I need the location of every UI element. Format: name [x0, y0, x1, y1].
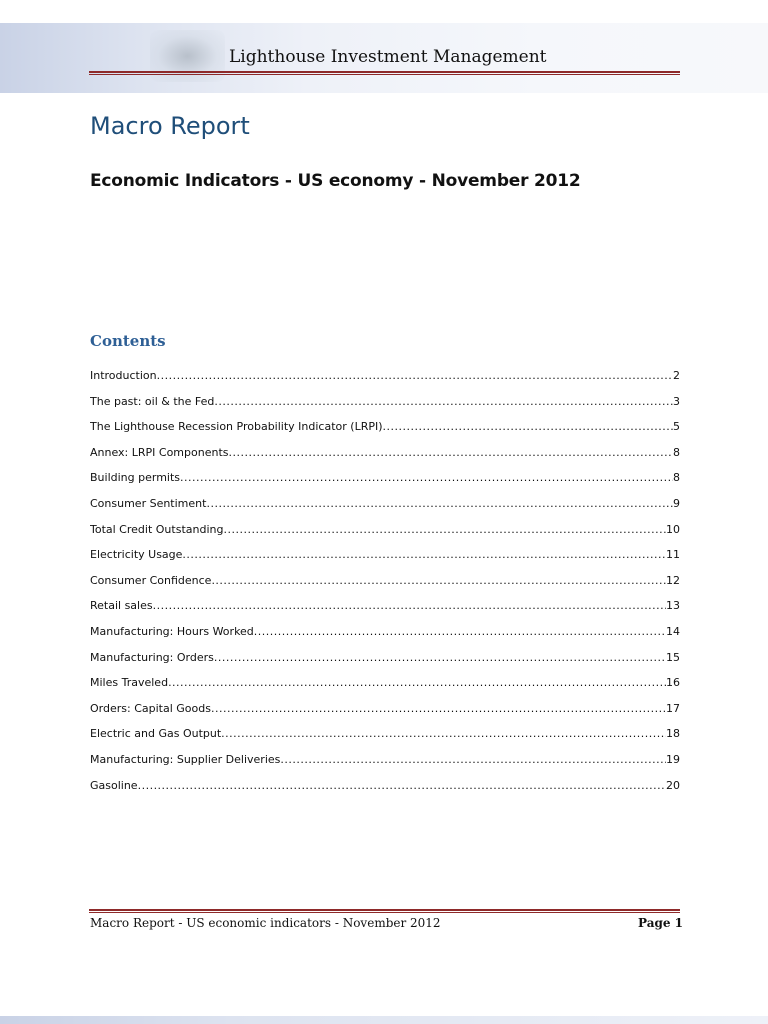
toc-dot-leader	[138, 779, 666, 792]
toc-entry-label: The past: oil & the Fed	[90, 394, 215, 408]
toc-dot-leader	[182, 548, 666, 561]
toc-entry-lrpi[interactable]	[90, 420, 680, 446]
toc-entry-page: 8	[673, 445, 680, 459]
toc-entry-page: 2	[673, 369, 680, 382]
toc-dot-leader	[211, 574, 666, 587]
toc-dot-leader	[168, 676, 666, 689]
toc-entry-lrpi-components[interactable]	[90, 446, 680, 472]
toc-entry-page: 10	[666, 522, 680, 536]
toc-entry-total-credit[interactable]	[90, 523, 680, 549]
toc-dot-leader	[221, 727, 666, 740]
toc-entry-consumer-sentiment[interactable]	[90, 497, 680, 523]
footer-document-title: Macro Report - US economic indicators - November 2012	[90, 916, 441, 930]
toc-entry-retail-sales[interactable]	[90, 599, 680, 625]
toc-entry-electricity-usage[interactable]	[90, 548, 680, 574]
toc-entry-label: Electricity Usage	[90, 548, 183, 562]
page-subtitle: Economic Indicators - US economy - November 2012	[90, 171, 581, 191]
header-rule	[89, 71, 680, 75]
toc-entry-building-permits[interactable]	[90, 471, 680, 497]
page-title: Macro Report	[90, 112, 250, 140]
toc-entry-supplier-deliveries[interactable]	[90, 753, 680, 779]
toc-entry-page: 14	[666, 624, 680, 638]
toc-entry-miles-traveled[interactable]	[90, 676, 680, 702]
toc-entry-page: 20	[666, 778, 680, 792]
toc-entry-gasoline[interactable]	[90, 779, 680, 805]
toc-entry-page: 8	[673, 471, 680, 485]
contents-heading: Contents	[90, 332, 166, 350]
toc-dot-leader	[223, 523, 666, 536]
toc-entry-label: Manufacturing: Hours Worked	[90, 624, 254, 638]
toc-entry-page: 12	[666, 573, 680, 587]
toc-entry-hours-worked[interactable]	[90, 625, 680, 651]
toc-entry-page: 16	[666, 676, 680, 690]
toc-entry-page: 13	[666, 599, 680, 613]
toc-dot-leader	[383, 420, 673, 433]
toc-dot-leader	[254, 625, 666, 638]
toc-dot-leader	[280, 753, 666, 766]
toc-entry-label: Electric and Gas Output	[90, 727, 222, 741]
toc-entry-label: Consumer Sentiment	[90, 496, 207, 510]
toc-dot-leader	[229, 446, 674, 459]
toc-entry-label: Manufacturing: Orders	[90, 650, 214, 664]
toc-dot-leader	[157, 369, 673, 382]
toc-entry-page: 11	[666, 548, 680, 562]
toc-dot-leader	[206, 497, 673, 510]
toc-entry-capital-goods[interactable]	[90, 702, 680, 728]
toc-entry-page: 3	[673, 394, 680, 408]
toc-entry-label: Introduction	[90, 369, 157, 382]
toc-entry-label: Manufacturing: Supplier Deliveries	[90, 752, 281, 766]
toc-entry-page: 5	[673, 420, 680, 434]
toc-entry-page: 15	[666, 650, 680, 664]
toc-entry-page: 9	[673, 496, 680, 510]
toc-entry-introduction[interactable]	[90, 369, 680, 395]
toc-entry-page: 18	[666, 727, 680, 741]
toc-entry-label: Annex: LRPI Components	[90, 445, 229, 459]
toc-entry-label: Gasoline	[90, 778, 138, 792]
toc-entry-electric-gas-output[interactable]	[90, 727, 680, 753]
toc-entry-consumer-confidence[interactable]	[90, 574, 680, 600]
toc-entry-label: Retail sales	[90, 599, 153, 613]
toc-entry-label: Consumer Confidence	[90, 573, 212, 587]
toc-entry-label: Orders: Capital Goods	[90, 701, 211, 715]
toc-entry-oil-and-fed[interactable]	[90, 395, 680, 421]
bottom-band	[0, 1016, 768, 1024]
toc-entry-page: 19	[666, 752, 680, 766]
header-company-name: Lighthouse Investment Management	[229, 47, 547, 67]
toc-entry-page: 17	[666, 701, 680, 715]
toc-dot-leader	[211, 702, 666, 715]
toc-dot-leader	[180, 471, 673, 484]
toc-entry-manufacturing-orders[interactable]	[90, 651, 680, 677]
footer-rule	[89, 909, 680, 913]
toc-entry-label: Miles Traveled	[90, 676, 169, 690]
footer-page-number: Page 1	[638, 916, 684, 930]
toc-dot-leader	[153, 599, 666, 612]
toc-entry-label: Building permits	[90, 471, 181, 485]
toc-entry-label: The Lighthouse Recession Probability Indicator (LRPI)	[90, 420, 383, 434]
toc-entry-label: Total Credit Outstanding	[90, 522, 224, 536]
toc-dot-leader	[214, 395, 673, 408]
toc-dot-leader	[214, 651, 666, 664]
table-of-contents	[90, 369, 680, 804]
